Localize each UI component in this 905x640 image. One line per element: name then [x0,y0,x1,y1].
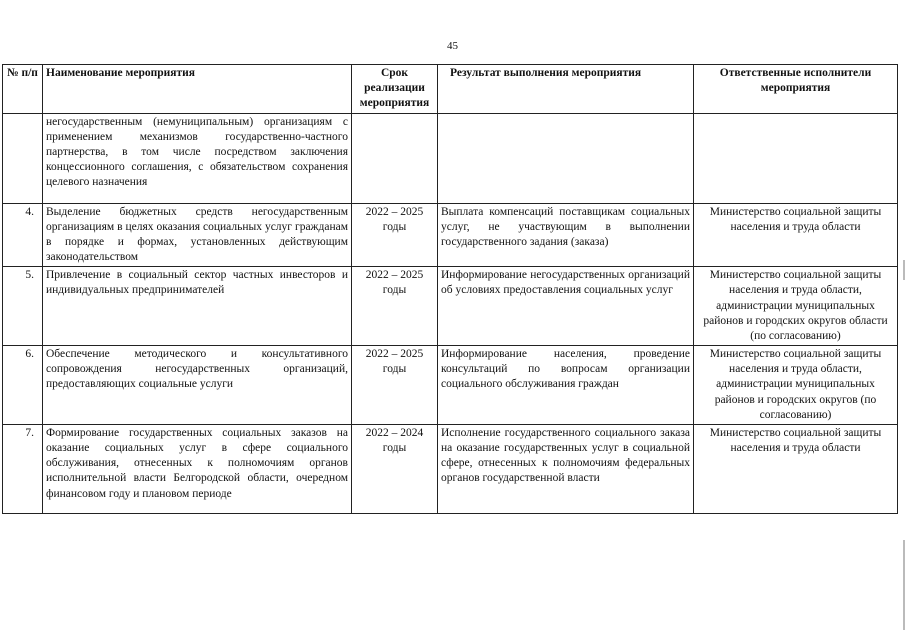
row-num: 6. [3,346,43,425]
row-num: 5. [3,267,43,346]
page-number: 45 [447,40,458,52]
row-result: Исполнение государственного социального заказа на оказание государственных услуг в социальной сфере, отнесенных к полномочиям федеральных органов государственной власти [438,424,694,513]
row-responsible: Министерство социальной защиты населения и труда области, администрации муниципальных районов и городских округов области (по согласованию) [694,267,898,346]
table-header-row [3,65,898,114]
header-name: Наименование мероприятия [43,65,352,114]
row-result: Выплата компенсаций поставщикам социальных услуг, не участвующим в выполнении государственного задания (заказа) [438,203,694,267]
row-name: Привлечение в социальный сектор частных инвесторов и индивидуальных предпринимателей [43,267,352,346]
row-name: Выделение бюджетных средств негосударственным организациям в целях оказания социальных услуг гражданам в порядке и формах, установленных действующим законодательством [43,203,352,267]
measures-table [2,64,898,514]
row-result: Информирование населения, проведение консультаций по вопросам организации социального обслуживания граждан [438,346,694,425]
row-term: 2022 – 2025 годы [352,203,438,267]
table-row [3,113,898,203]
row-result [438,113,694,203]
header-term: Срок реализации мероприятия [352,65,438,114]
row-term: 2022 – 2025 годы [352,346,438,425]
row-num: 4. [3,203,43,267]
row-term: 2022 – 2025 годы [352,267,438,346]
row-name: Формирование государственных социальных заказов на оказание социальных услуг в сфере социального обслуживания, отнесенных к полномочиям органов исполнительной власти Белгородской области, очередном финансовом году и плановом периоде [43,424,352,513]
row-responsible: Министерство социальной защиты населения и труда области [694,203,898,267]
header-num: № п/п [3,65,43,114]
row-responsible: Министерство социальной защиты населения и труда области, администрации муниципальных районов и городских округов (по согласованию) [694,346,898,425]
row-num [3,113,43,203]
row-name: негосударственным (немуниципальным) организациям с применением механизмов государственно-частного партнерства, в том числе посредством заключения концессионного соглашения, с обязательством сохранения целевого назначения [43,113,352,203]
table-row [3,424,898,513]
row-num: 7. [3,424,43,513]
row-term [352,113,438,203]
row-result: Информирование негосударственных организаций об условиях предоставления социальных услуг [438,267,694,346]
header-responsible: Ответственные исполнители мероприятия [694,65,898,114]
row-responsible [694,113,898,203]
row-name: Обеспечение методического и консультативного сопровождения негосударственных организаций, предоставляющих социальные услуги [43,346,352,425]
row-responsible: Министерство социальной защиты населения и труда области [694,424,898,513]
table-row [3,267,898,346]
table-row [3,346,898,425]
header-result: Результат выполнения мероприятия [438,65,694,114]
row-term: 2022 – 2024 годы [352,424,438,513]
table-row [3,203,898,267]
